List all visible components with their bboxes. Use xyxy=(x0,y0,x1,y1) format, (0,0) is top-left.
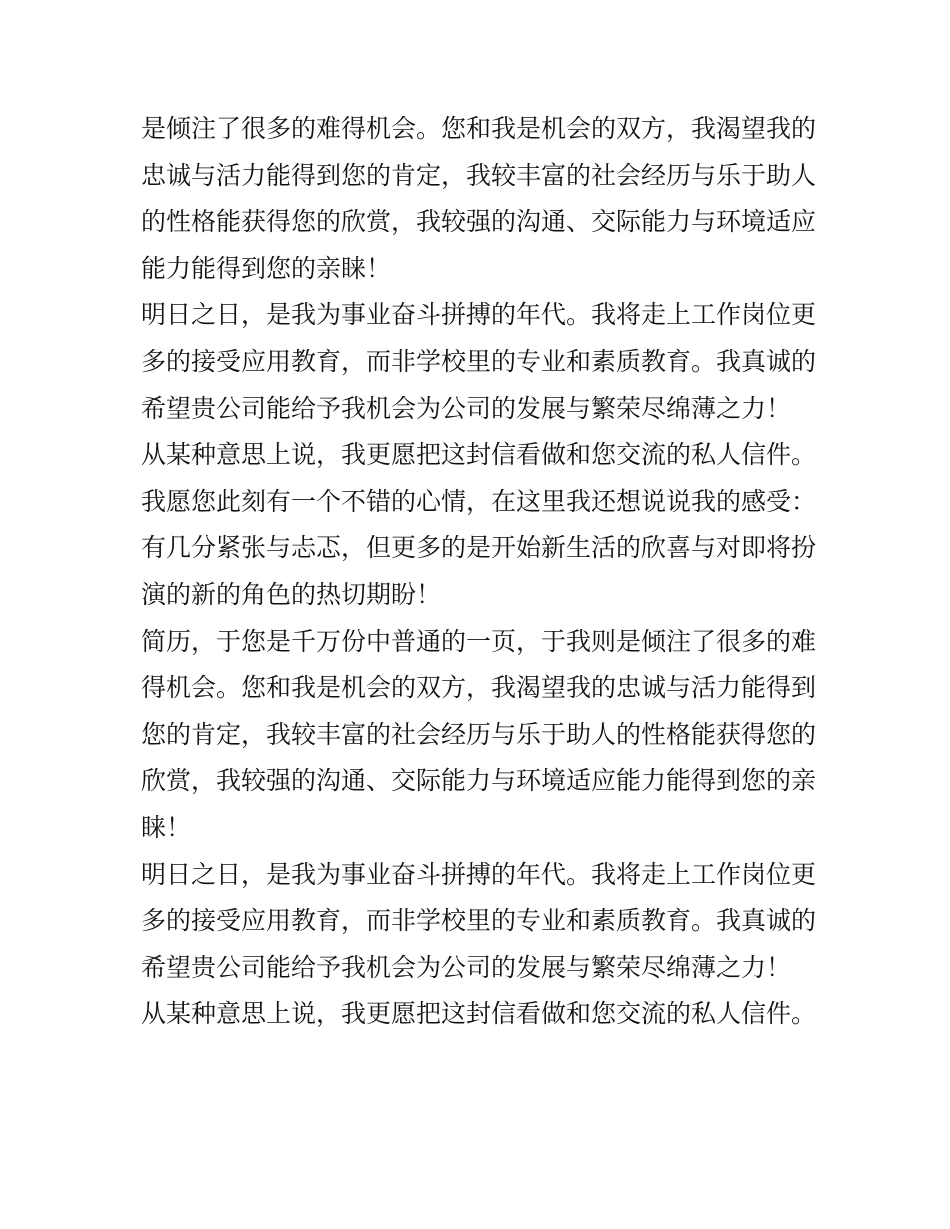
text-line-16: 睐！ xyxy=(141,812,192,842)
text-line-10: 有几分紧张与忐忑，但更多的是开始新生活的欣喜与对即将扮 xyxy=(141,533,817,563)
text-line-3: 的性格能获得您的欣赏，我较强的沟通、交际能力与环境适应 xyxy=(141,207,817,237)
text-line-1: 是倾注了很多的难得机会。您和我是机会的双方，我渴望我的 xyxy=(141,114,817,143)
text-line-14: 您的肯定，我较丰富的社会经历与乐于助人的性格能获得您的 xyxy=(141,719,817,749)
text-line-6: 多的接受应用教育，而非学校里的专业和素质教育。我真诚的 xyxy=(141,346,817,376)
text-line-12: 简历，于您是千万份中普通的一页，于我则是倾注了很多的难 xyxy=(141,626,817,656)
body-text xyxy=(141,106,821,1038)
text-line-7: 希望贵公司能给予我机会为公司的发展与繁荣尽绵薄之力！ xyxy=(141,393,792,423)
text-line-8: 从某种意思上说，我更愿把这封信看做和您交流的私人信件。 xyxy=(141,440,817,470)
text-line-11: 演的新的角色的热切期盼！ xyxy=(141,579,442,609)
text-line-19: 希望贵公司能给予我机会为公司的发展与繁荣尽绵薄之力！ xyxy=(141,952,792,982)
text-line-20: 从某种意思上说，我更愿把这封信看做和您交流的私人信件。 xyxy=(141,999,817,1029)
text-line-13: 得机会。您和我是机会的双方，我渴望我的忠诚与活力能得到 xyxy=(141,673,817,703)
text-line-18: 多的接受应用教育，而非学校里的专业和素质教育。我真诚的 xyxy=(141,906,817,936)
text-line-15: 欣赏，我较强的沟通、交际能力与环境适应能力能得到您的亲 xyxy=(141,766,817,796)
text-line-4: 能力能得到您的亲睐！ xyxy=(141,253,392,283)
text-line-5: 明日之日，是我为事业奋斗拼搏的年代。我将走上工作岗位更 xyxy=(141,300,817,330)
text-line-2: 忠诚与活力能得到您的肯定，我较丰富的社会经历与乐于助人 xyxy=(141,160,817,190)
text-line-9: 我愿您此刻有一个不错的心情，在这里我还想说说我的感受： xyxy=(141,486,817,516)
text-line-17: 明日之日，是我为事业奋斗拼搏的年代。我将走上工作岗位更 xyxy=(141,859,817,889)
